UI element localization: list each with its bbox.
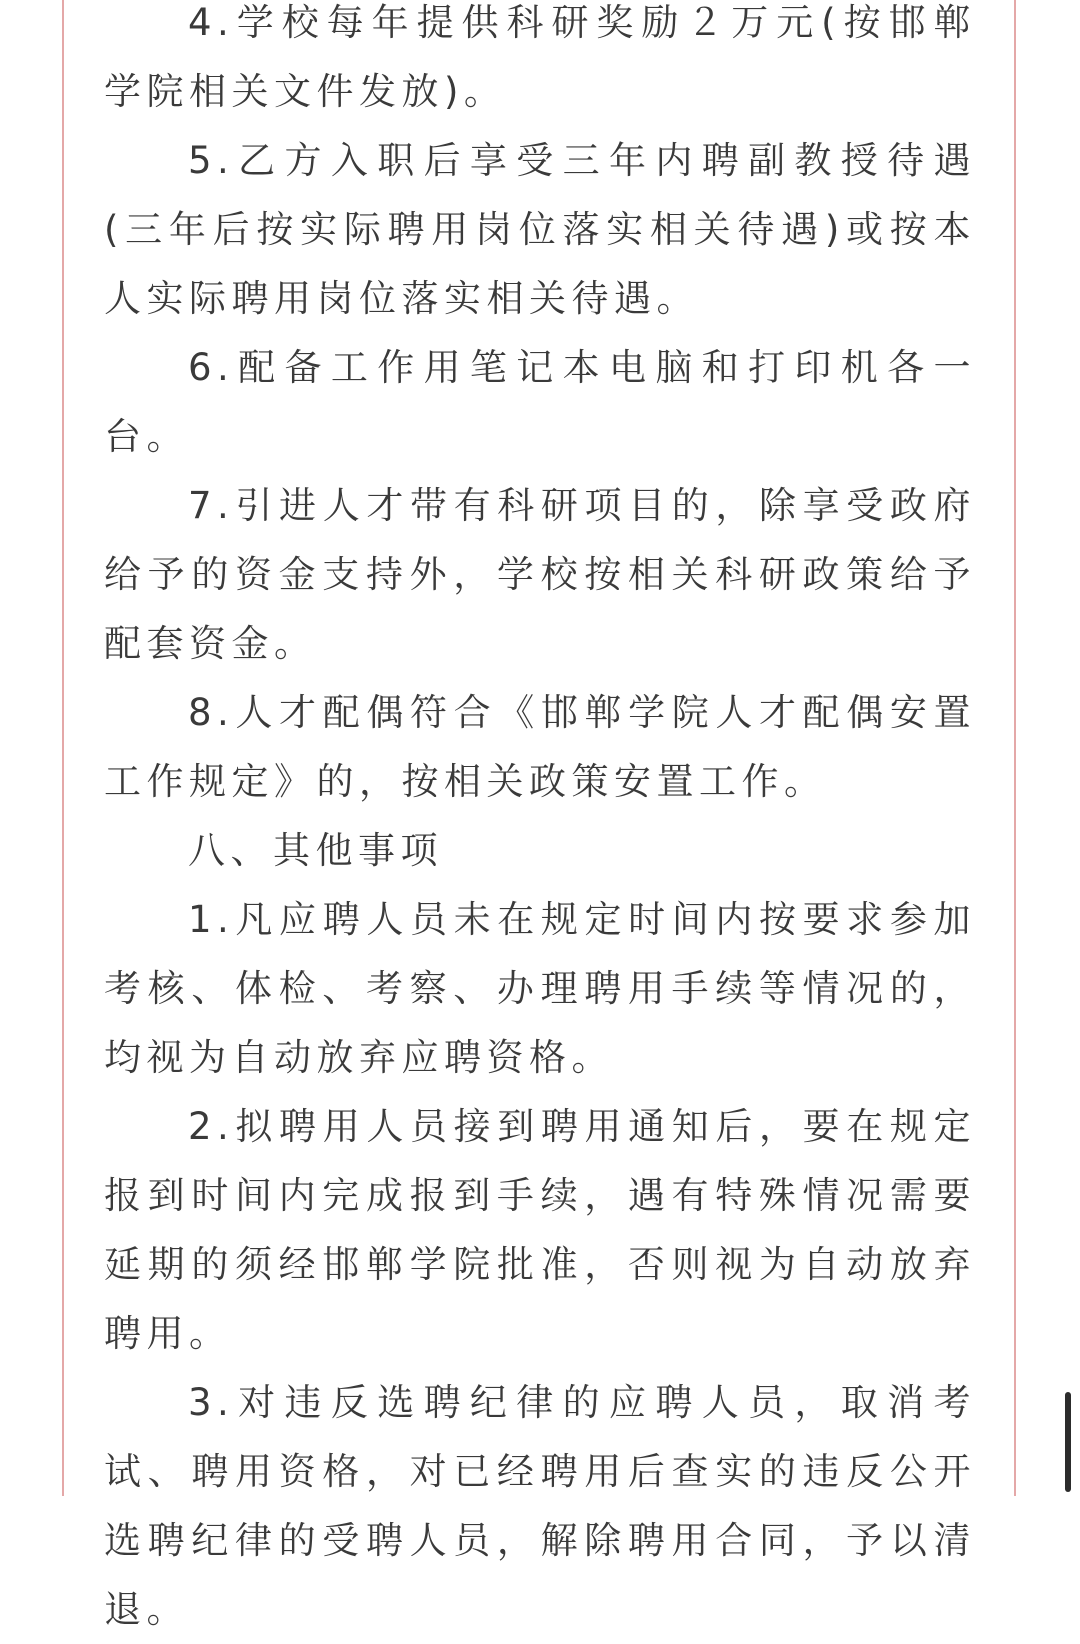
paragraph-item-7-matching-funds: 7.引进人才带有科研项目的，除享受政府给予的资金支持外，学校按相关科研政策给予配套资金。 <box>104 484 976 665</box>
document-body <box>104 0 976 1644</box>
section-heading-other-matters: 八、其他事项 <box>188 829 443 872</box>
paragraph-item-4-research-reward: 4.学校每年提供科研奖励２万元(按邯郸学院相关文件发放)。 <box>104 1 976 113</box>
vertical-scrollbar[interactable] <box>1065 1392 1071 1492</box>
paragraph-other-3-discipline: 3.对违反选聘纪律的应聘人员，取消考试、聘用资格，对已经聘用后查实的违反公开选聘纪律的受聘人员，解除聘用合同，予以清退。 <box>104 1381 976 1631</box>
paragraph-item-6-equipment: 6.配备工作用笔记本电脑和打印机各一台。 <box>104 346 976 458</box>
paragraph-other-1-forfeit: 1.凡应聘人员未在规定时间内按要求参加考核、体检、考察、办理聘用手续等情况的，均视为自动放弃应聘资格。 <box>104 898 976 1079</box>
paragraph-other-2-report-deadline: 2.拟聘用人员接到聘用通知后，要在规定报到时间内完成报到手续，遇有特殊情况需要延期的须经邯郸学院批准，否则视为自动放弃聘用。 <box>104 1105 976 1355</box>
paragraph-item-5-associate-professor-treatment: 5.乙方入职后享受三年内聘副教授待遇(三年后按实际聘用岗位落实相关待遇)或按本人实际聘用岗位落实相关待遇。 <box>104 139 976 320</box>
paragraph-item-8-spouse-placement: 8.人才配偶符合《邯郸学院人才配偶安置工作规定》的，按相关政策安置工作。 <box>104 691 976 803</box>
